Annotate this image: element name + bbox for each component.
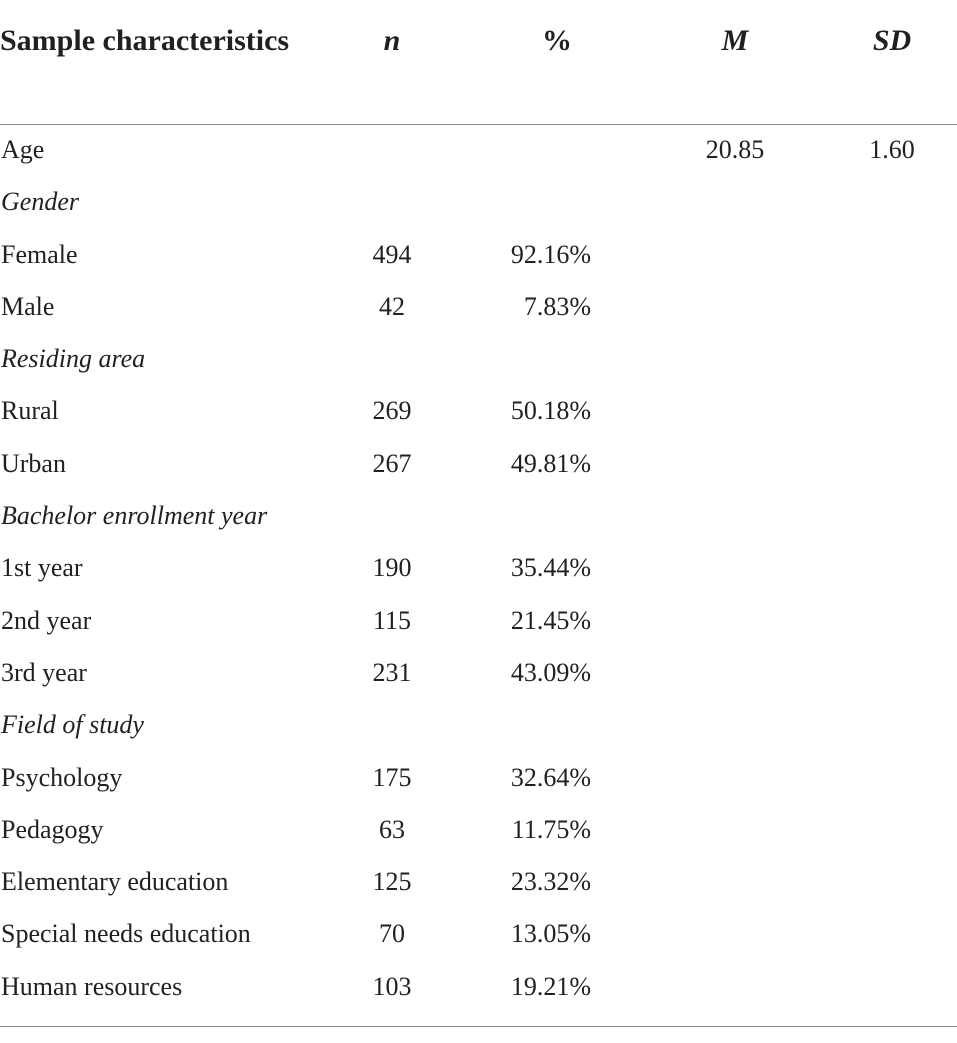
cell-label: Female (1, 239, 78, 269)
header-sd: SD (872, 24, 912, 57)
header-sample-characteristics: Sample characteristics (0, 24, 290, 57)
table-group-row (0, 700, 957, 752)
cell-label: Male (1, 291, 55, 321)
cell-label: Elementary education (1, 867, 229, 897)
cell-label: Rural (1, 396, 59, 426)
table-row (0, 909, 957, 961)
cell-n: 231 (372, 657, 412, 687)
cell-label: Urban (1, 448, 66, 478)
table-group-row (0, 491, 957, 543)
cell-label: 2nd year (1, 605, 92, 635)
table-row (0, 230, 957, 282)
cell-label: Psychology (1, 762, 123, 792)
cell-n: 267 (372, 448, 412, 478)
table-row (0, 543, 957, 595)
table-row (0, 857, 957, 909)
table-row (0, 962, 957, 1014)
cell-label: Residing area (1, 344, 146, 374)
cell-n: 70 (379, 919, 405, 949)
table-row (0, 753, 957, 805)
cell-label: Pedagogy (1, 814, 104, 844)
cell-label: Special needs education (1, 919, 251, 949)
cell-percent: 50.18% (510, 396, 591, 426)
cell-n: 42 (379, 291, 405, 321)
cell-n: 63 (379, 814, 405, 844)
cell-label: 1st year (1, 553, 83, 583)
cell-mean: 20.85 (705, 135, 765, 164)
cell-percent: 11.75% (511, 814, 591, 844)
cell-n: 115 (372, 605, 412, 635)
cell-percent: 35.44% (510, 553, 591, 583)
cell-n: 269 (372, 396, 412, 426)
header-n: n (383, 24, 401, 57)
table-row (0, 648, 957, 700)
table-bottom-rule (0, 1026, 957, 1027)
cell-percent: 43.09% (510, 657, 591, 687)
table-group-row (0, 177, 957, 229)
cell-percent: 32.64% (510, 762, 591, 792)
cell-n: 103 (372, 971, 412, 1001)
cell-label: Bachelor enrollment year (1, 501, 268, 531)
cell-percent: 13.05% (510, 919, 591, 949)
cell-label: Gender (1, 187, 79, 217)
cell-label: 3rd year (1, 657, 87, 687)
cell-n: 125 (372, 867, 412, 897)
table-row (0, 386, 957, 438)
cell-percent: 23.32% (510, 867, 591, 897)
cell-sd: 1.60 (869, 135, 915, 164)
cell-percent: 7.83% (523, 291, 591, 321)
header-mean: M (721, 24, 749, 57)
cell-percent: 92.16% (510, 239, 591, 269)
cell-label: Field of study (1, 710, 144, 740)
cell-label: Age (1, 135, 45, 164)
header-percent: % (542, 24, 572, 57)
cell-label: Human resources (1, 971, 183, 1001)
table-row (0, 125, 957, 177)
table-row (0, 805, 957, 857)
table-row (0, 596, 957, 648)
cell-percent: 49.81% (510, 448, 591, 478)
cell-percent: 19.21% (510, 971, 591, 1001)
table-row (0, 439, 957, 491)
table-group-row (0, 334, 957, 386)
table-body (0, 125, 957, 1014)
table-header (0, 0, 957, 125)
cell-n: 494 (372, 239, 412, 269)
table-row (0, 282, 957, 334)
cell-n: 190 (372, 553, 412, 583)
cell-n: 175 (372, 762, 412, 792)
cell-percent: 21.45% (510, 605, 591, 635)
